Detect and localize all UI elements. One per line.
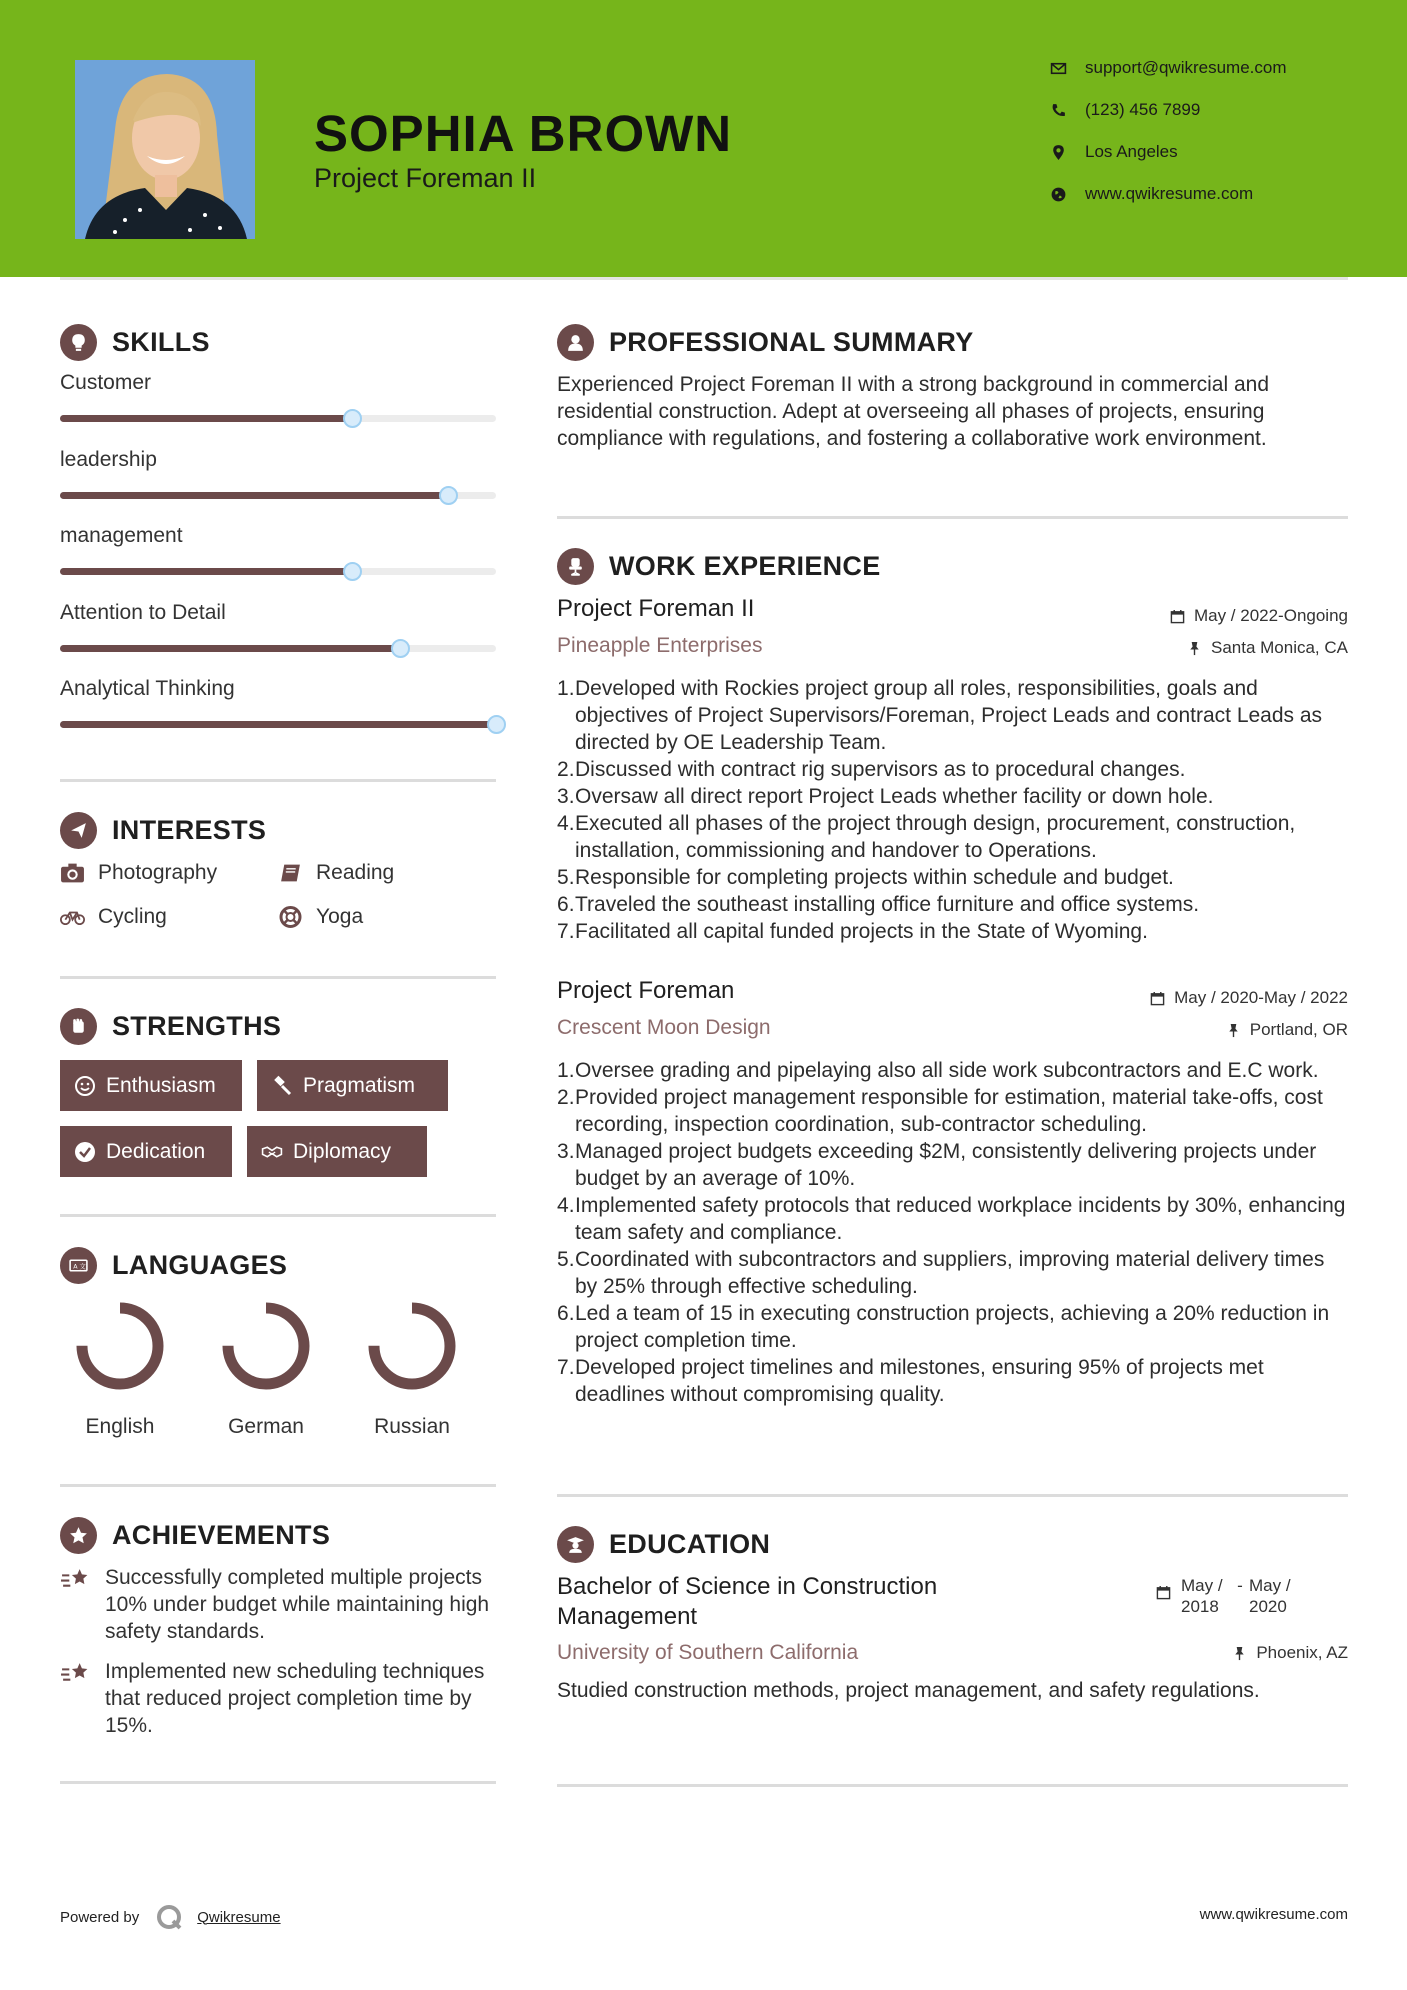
- list-item: Oversee grading and pipelaying also all side work subcontractors and E.C work.: [575, 1059, 1319, 1082]
- skill-bar-fill: [60, 645, 400, 652]
- contact-website[interactable]: www.qwikresume.com: [1050, 184, 1253, 204]
- bicycle-icon: [60, 906, 85, 928]
- skill-bar-handle: [439, 486, 458, 505]
- list-item: Led a team of 15 in executing construction projects, achieving a 20% reduction in project completion time.: [575, 1302, 1330, 1352]
- strength-tag: Pragmatism: [257, 1060, 448, 1111]
- divider: [60, 1781, 496, 1784]
- list-item: Discussed with contract rig supervisors as to procedural changes.: [575, 758, 1186, 781]
- education-location: Phoenix, AZ: [1232, 1643, 1348, 1663]
- language-item: [60, 1298, 180, 1439]
- envelope-icon: [1050, 60, 1067, 77]
- skill-bar-fill: [60, 415, 352, 422]
- shooting-star-icon: [60, 1566, 91, 1593]
- education-description: Studied construction methods, project management, and safety regulations.: [557, 1679, 1260, 1702]
- skill-bar-fill: [60, 568, 352, 575]
- skill-bar-handle: [343, 562, 362, 581]
- skill-bar: [60, 568, 496, 575]
- map-pin-icon: [1050, 144, 1067, 161]
- qwikresume-link[interactable]: Qwikresume: [197, 1908, 281, 1926]
- calendar-icon: [1150, 991, 1165, 1006]
- skill-bar-handle: [391, 639, 410, 658]
- strengths-heading: STRENGTHS: [60, 1008, 281, 1045]
- paper-plane-icon: [60, 812, 97, 849]
- camera-icon: [60, 862, 85, 884]
- skill-label: management: [60, 524, 183, 547]
- profile-photo: [75, 60, 255, 239]
- skill-bar-fill: [60, 492, 448, 499]
- job-location: Santa Monica, CA: [1187, 638, 1348, 658]
- list-item: Implemented safety protocols that reduced workplace incidents by 30%, enhancing team safety and compliance.: [575, 1194, 1346, 1244]
- language-label: English: [85, 1415, 155, 1438]
- skill-label: Attention to Detail: [60, 600, 226, 624]
- skill-bar-fill: [60, 721, 496, 728]
- divider: [557, 516, 1348, 519]
- experience-heading: WORK EXPERIENCE: [557, 548, 881, 585]
- list-item: Developed with Rockies project group all roles, responsibilities, goals and objectives of Project Supervisors/Foreman, Project Leads and contract Leads as directed by OE Leadership Team.: [575, 677, 1323, 754]
- list-item: Managed project budgets exceeding $2M, consistently delivering projects under budget by an average of 10%.: [575, 1140, 1317, 1190]
- fist-icon: [60, 1008, 97, 1045]
- footer-powered-by: Powered by Qwikresume: [60, 1903, 281, 1931]
- contact-phone[interactable]: (123) 456 7899: [1050, 100, 1200, 120]
- education-end: May / 2020: [1249, 1576, 1291, 1616]
- list-item: Coordinated with subcontractors and suppliers, improving material delivery times by 25% through effective scheduling.: [575, 1248, 1325, 1298]
- list-item: Responsible for completing projects within schedule and budget.: [575, 866, 1174, 889]
- candidate-title: Project Foreman II: [314, 163, 537, 193]
- school-name: University of Southern California: [557, 1641, 859, 1664]
- office-chair-icon: [557, 548, 594, 585]
- list-item: Developed project timelines and milestones, ensuring 95% of projects met deadlines without compromising quality.: [575, 1356, 1264, 1406]
- divider: [60, 779, 496, 782]
- shooting-star-icon: [60, 1660, 91, 1687]
- company-name: Crescent Moon Design: [557, 1016, 771, 1039]
- list-item: Facilitated all capital funded projects in the State of Wyoming.: [575, 920, 1148, 943]
- summary-heading: PROFESSIONAL SUMMARY: [557, 324, 974, 361]
- contact-email[interactable]: support@qwikresume.com: [1050, 58, 1287, 78]
- list-item: Traveled the southeast installing office furniture and office systems.: [575, 893, 1200, 916]
- divider: [557, 1784, 1348, 1787]
- pushpin-icon: [1232, 1646, 1247, 1661]
- job-title: Project Foreman: [557, 977, 735, 1004]
- lightbulb-icon: [60, 324, 97, 361]
- book-icon: [278, 862, 303, 884]
- job-title: Project Foreman II: [557, 595, 755, 622]
- summary-text: Experienced Project Foreman II with a strong background in commercial and residential construction. Adept at overseeing all phases of projects, ensuring compliance with regulations, and fostering a collaborative work environment.: [557, 373, 1270, 450]
- globe-icon: [1050, 186, 1067, 203]
- education-start: May / 2018: [1181, 1576, 1223, 1616]
- calendar-icon: [1156, 1585, 1171, 1600]
- achievements-heading: ACHIEVEMENTS: [60, 1517, 330, 1554]
- handshake-icon: [261, 1141, 283, 1163]
- header-divider: [60, 277, 1348, 280]
- interests-heading: INTERESTS: [60, 812, 266, 849]
- svg-text:A 文: A 文: [73, 1263, 86, 1271]
- language-label: German: [228, 1415, 304, 1438]
- list-item: Provided project management responsible for estimation, material take-offs, cost recording, inspection coordination, sub-contractor scheduling.: [575, 1086, 1323, 1136]
- phone-icon: [1050, 102, 1067, 119]
- lifebuoy-icon: [278, 906, 303, 928]
- education-heading: EDUCATION: [557, 1526, 770, 1563]
- job-location: Portland, OR: [1226, 1020, 1348, 1040]
- language-gauge-arc: [374, 1308, 450, 1384]
- skill-bar-handle: [487, 715, 506, 734]
- user-icon: [557, 324, 594, 361]
- interest-reading: Reading: [278, 861, 394, 885]
- language-gauge: [364, 1298, 460, 1394]
- language-gauge: [218, 1298, 314, 1394]
- education-dates: May / 2018 - May / 2020: [1156, 1575, 1299, 1617]
- skills-heading: SKILLS: [60, 324, 210, 361]
- divider: [60, 1484, 496, 1487]
- pushpin-icon: [1187, 641, 1202, 656]
- job-dates: May / 2022-Ongoing: [1170, 606, 1348, 626]
- achievement-item: Implemented new scheduling techniques that reduced project completion time by 15%.: [60, 1658, 500, 1739]
- skill-label: leadership: [60, 447, 157, 471]
- languages-heading: A 文 LANGUAGES: [60, 1247, 287, 1284]
- divider: [60, 976, 496, 979]
- job-dates: May / 2020-May / 2022: [1150, 988, 1348, 1008]
- smile-icon: [74, 1075, 96, 1097]
- skill-bar: [60, 492, 496, 499]
- interest-cycling: Cycling: [60, 905, 167, 929]
- achievement-item: Successfully completed multiple projects 10% under budget while maintaining high safety standards.: [60, 1564, 500, 1645]
- degree-title: Bachelor of Science in Construction Management: [557, 1573, 938, 1630]
- header-banner: [0, 0, 1407, 277]
- interest-photography: Photography: [60, 861, 217, 885]
- qwikresume-logo-icon: [155, 1903, 183, 1931]
- skill-label: Analytical Thinking: [60, 677, 235, 700]
- list-item: Oversaw all direct report Project Leads whether facility or down hole.: [575, 785, 1214, 808]
- language-gauge-arc: [228, 1308, 304, 1384]
- graduate-icon: [557, 1526, 594, 1563]
- language-item: [206, 1298, 326, 1439]
- calendar-icon: [1170, 609, 1185, 624]
- divider: [60, 1214, 496, 1217]
- skill-bar: [60, 415, 496, 422]
- strength-tag: Diplomacy: [247, 1126, 427, 1177]
- gavel-icon: [271, 1075, 293, 1097]
- language-icon: [60, 1247, 97, 1284]
- skill-bar-handle: [343, 409, 362, 428]
- check-circle-icon: [74, 1141, 96, 1163]
- skill-label: Customer: [60, 371, 152, 394]
- skill-bar: [60, 721, 496, 728]
- job-duties: [557, 1057, 1352, 1408]
- footer-url[interactable]: www.qwikresume.com: [1199, 1906, 1348, 1923]
- divider: [557, 1494, 1348, 1497]
- job-duties: [557, 675, 1352, 945]
- company-name: Pineapple Enterprises: [557, 634, 763, 657]
- strength-tag: Dedication: [60, 1126, 232, 1177]
- list-item: Executed all phases of the project through design, procurement, construction, installation, commissioning and handover to Operations.: [575, 812, 1296, 862]
- language-gauge-arc: [82, 1308, 158, 1384]
- language-label: Russian: [374, 1415, 450, 1438]
- language-gauge: [72, 1298, 168, 1394]
- strength-tag: Enthusiasm: [60, 1060, 242, 1111]
- skill-bar: [60, 645, 496, 652]
- star-badge-icon: [60, 1517, 97, 1554]
- candidate-name: SOPHIA BROWN: [314, 105, 733, 162]
- language-item: [352, 1298, 472, 1439]
- pushpin-icon: [1226, 1023, 1241, 1038]
- interest-yoga: Yoga: [278, 905, 363, 929]
- contact-location: Los Angeles: [1050, 142, 1178, 162]
